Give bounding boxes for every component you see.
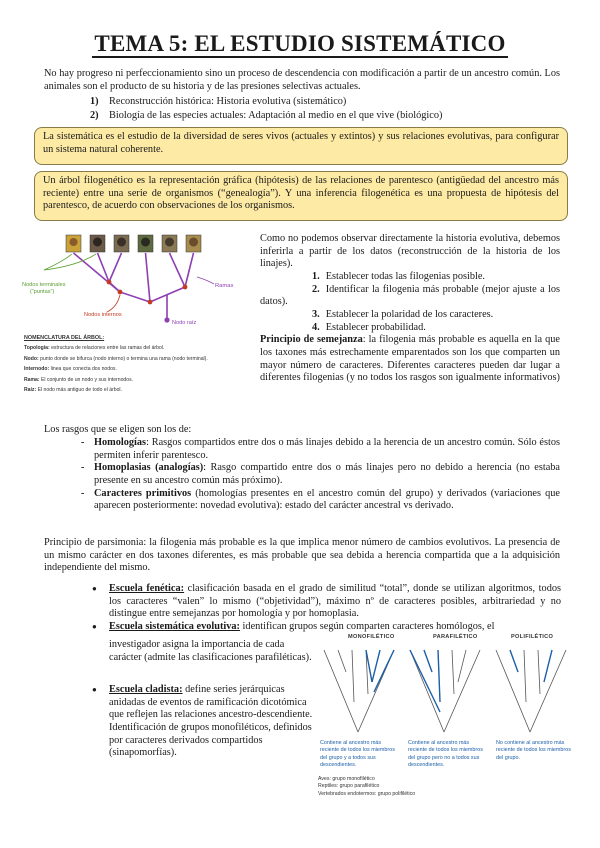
terminal-node-pointers bbox=[44, 254, 96, 270]
escuela-cladista: ● Escuela cladista: define series jerárquicas anidadas de eventos de ramificación dicotómica que reflejen las relaciones ancestro-descendiente. Identificación de grupos monofiléticos, definidos por caracteres derivados compartidos (sinapomorfías). bbox=[109, 684, 313, 760]
definition-box-arbol: Un árbol filogenético es la representación gráfica (hipótesis) de las relaciones de parentesco (antigüedad del ancestro más reciente) entre una serie de organismos (“genealogía”). Y una inferencia filogenética es una propuesta de hipótesis del parentesco, de acuerdo con observaciones de los organismos. bbox=[34, 171, 568, 221]
list-item: - Caracteres primitivos (homologías presentes en el ancestro común del grupo) y derivados (variaciones que aparecen posteriormente: novedad evolutiva): estado del carácter ancestral vs derivado. bbox=[94, 488, 560, 513]
escuelas-list bbox=[109, 583, 561, 634]
inference-intro: Como no podemos observar directamente la historia evolutiva, debemos inferirla a partir de los datos (reconstrucción de la historia de los linajes). bbox=[260, 233, 560, 270]
list-item: - Homologías: Rasgos compartidos entre dos o más linajes debido a la herencia de un ancestro común. Sólo éstos permiten inferir parentesco. bbox=[94, 437, 560, 462]
group-types-figure bbox=[318, 630, 580, 810]
rasgos-list bbox=[94, 437, 560, 513]
tree-nomenclature bbox=[24, 334, 252, 398]
monophyletic-label: MONOFILÉTICO bbox=[348, 634, 395, 640]
polyphyletic-label: POLIFILÉTICO bbox=[511, 634, 554, 640]
phylogenetic-tree-figure bbox=[22, 232, 250, 332]
cladograms bbox=[318, 642, 580, 752]
escuela-evolutiva-continued: investigador asigna la importancia de cada carácter (admite las clasificaciones parafiléticas). bbox=[109, 639, 312, 663]
cladogram-polyphyletic bbox=[496, 650, 566, 732]
list-item: ● Escuela sistemática evolutiva: identifican grupos según comparten caracteres homólogos, el bbox=[109, 621, 561, 634]
page-title: TEMA 5: EL ESTUDIO SISTEMÁTICO bbox=[94, 31, 506, 56]
terminal-nodes-label: Nodos terminales bbox=[22, 282, 66, 288]
internal-nodes-label: Nodos internos bbox=[84, 312, 122, 318]
definition-box-sistematica: La sistemática es el estudio de la diversidad de seres vivos (actuales y extintos) y sus relaciones evolutivas, para configurar un sistema natural coherente. bbox=[34, 127, 568, 165]
paraphyletic-caption: Contiene al ancestro más reciente de todos los miembros del grupo pero no a todos sus descendientes. bbox=[408, 740, 483, 768]
branches-label: Ramas bbox=[215, 283, 234, 289]
nomenclature-item: Nodo: punto donde se bifurca (nodo interno) o termina una rama (nodo terminal). bbox=[24, 355, 208, 362]
list-item: - Homoplasias (analogías): Rasgo compartido entre dos o más linajes pero no debido a herencia (no estaba presente en su ancestro común más próximo). bbox=[94, 462, 560, 487]
paraphyletic-label: PARAFILÉTICO bbox=[433, 634, 478, 640]
groups-legend: Aves: grupo monofilético Reptiles: grupo parafilético Vertebrados endotermos: grupo polifilético bbox=[318, 776, 416, 797]
list-item: ● Escuela fenética: clasificación basada en el grado de similitud “total”, donde se utilizan algoritmos, todos los caracteres “valen” lo mismo (“objetividad”), máximo nº de caracteres posibles, arbitrariedad y no distingue entre semejanzas por homología y por homoplasia. bbox=[109, 583, 561, 621]
terminal-nodes-sublabel: (“puntas”) bbox=[30, 289, 55, 295]
principio-semejanza: Principio de semejanza: la filogenia más probable es aquella en la que los taxones más estrechamente emparentados son los que comparten un mayor número de caracteres. Diferentes caracteres pueden dar lugar a diferentes filogenias (y no todos los rasgos son igualmente informativos) bbox=[260, 334, 561, 384]
nomenclature-item: Raíz: El nodo más antiguo de todo el árbol. bbox=[24, 387, 122, 394]
intro-paragraph: No hay progreso ni perfeccionamiento sino un proceso de descendencia con modificación a partir de un ancestro común. Los animales son el producto de su historia y de las presiones selectivas actuales. bbox=[44, 68, 560, 92]
tree-branches bbox=[74, 253, 194, 320]
intro-list bbox=[90, 96, 442, 123]
rasgos-intro: Los rasgos que se eligen son los de: bbox=[44, 424, 192, 435]
cladogram-monophyletic bbox=[324, 650, 394, 732]
animal-thumbnails bbox=[66, 235, 201, 252]
principio-parsimonia: Principio de parsimonia: la filogenia más probable es la que implica menor número de cambios evolutivos. La presencia de un mismo carácter en dos taxones diferentes, es más probable que sea debida a herencia compartida que a la adquisición independiente del mismo. bbox=[44, 537, 560, 574]
list-item: 1) Reconstrucción histórica: Historia evolutiva (sistemático) bbox=[90, 96, 347, 107]
root-node-label: Nodo raíz bbox=[172, 320, 197, 326]
list-item: 4. Establecer probabilidad. bbox=[312, 321, 426, 333]
cladogram-paraphyletic bbox=[410, 650, 480, 732]
monophyletic-caption: Contiene al ancestro más reciente de todos los miembros del grupo y a todos sus descendientes. bbox=[320, 740, 395, 768]
nomenclature-item: Rama: El conjunto de un nodo y sus internodos. bbox=[24, 376, 134, 383]
list-item: 1. Establecer todas las filogenias posible. bbox=[312, 270, 486, 282]
nomenclature-item: Topología: estructura de relaciones entre las ramas del árbol. bbox=[24, 345, 165, 352]
nomenclature-heading: NOMENCLATURA DEL ÁRBOL: bbox=[24, 335, 105, 341]
list-item: 2) Biología de las especies actuales: Adaptación al medio en el que vive (biológico) bbox=[90, 109, 443, 121]
list-item: 2. Identificar la filogenia más probable (mejor ajuste a los datos). bbox=[260, 283, 560, 308]
inference-steps bbox=[260, 271, 560, 334]
list-item: 3. Establecer la polaridad de los caracteres. bbox=[312, 308, 494, 320]
inference-column bbox=[260, 233, 560, 385]
nomenclature-item: Internodo: linea que conecta dos nodos. bbox=[24, 366, 117, 373]
polyphyletic-caption: No contiene al ancestro más reciente de todos los miembros del grupo. bbox=[496, 740, 571, 761]
